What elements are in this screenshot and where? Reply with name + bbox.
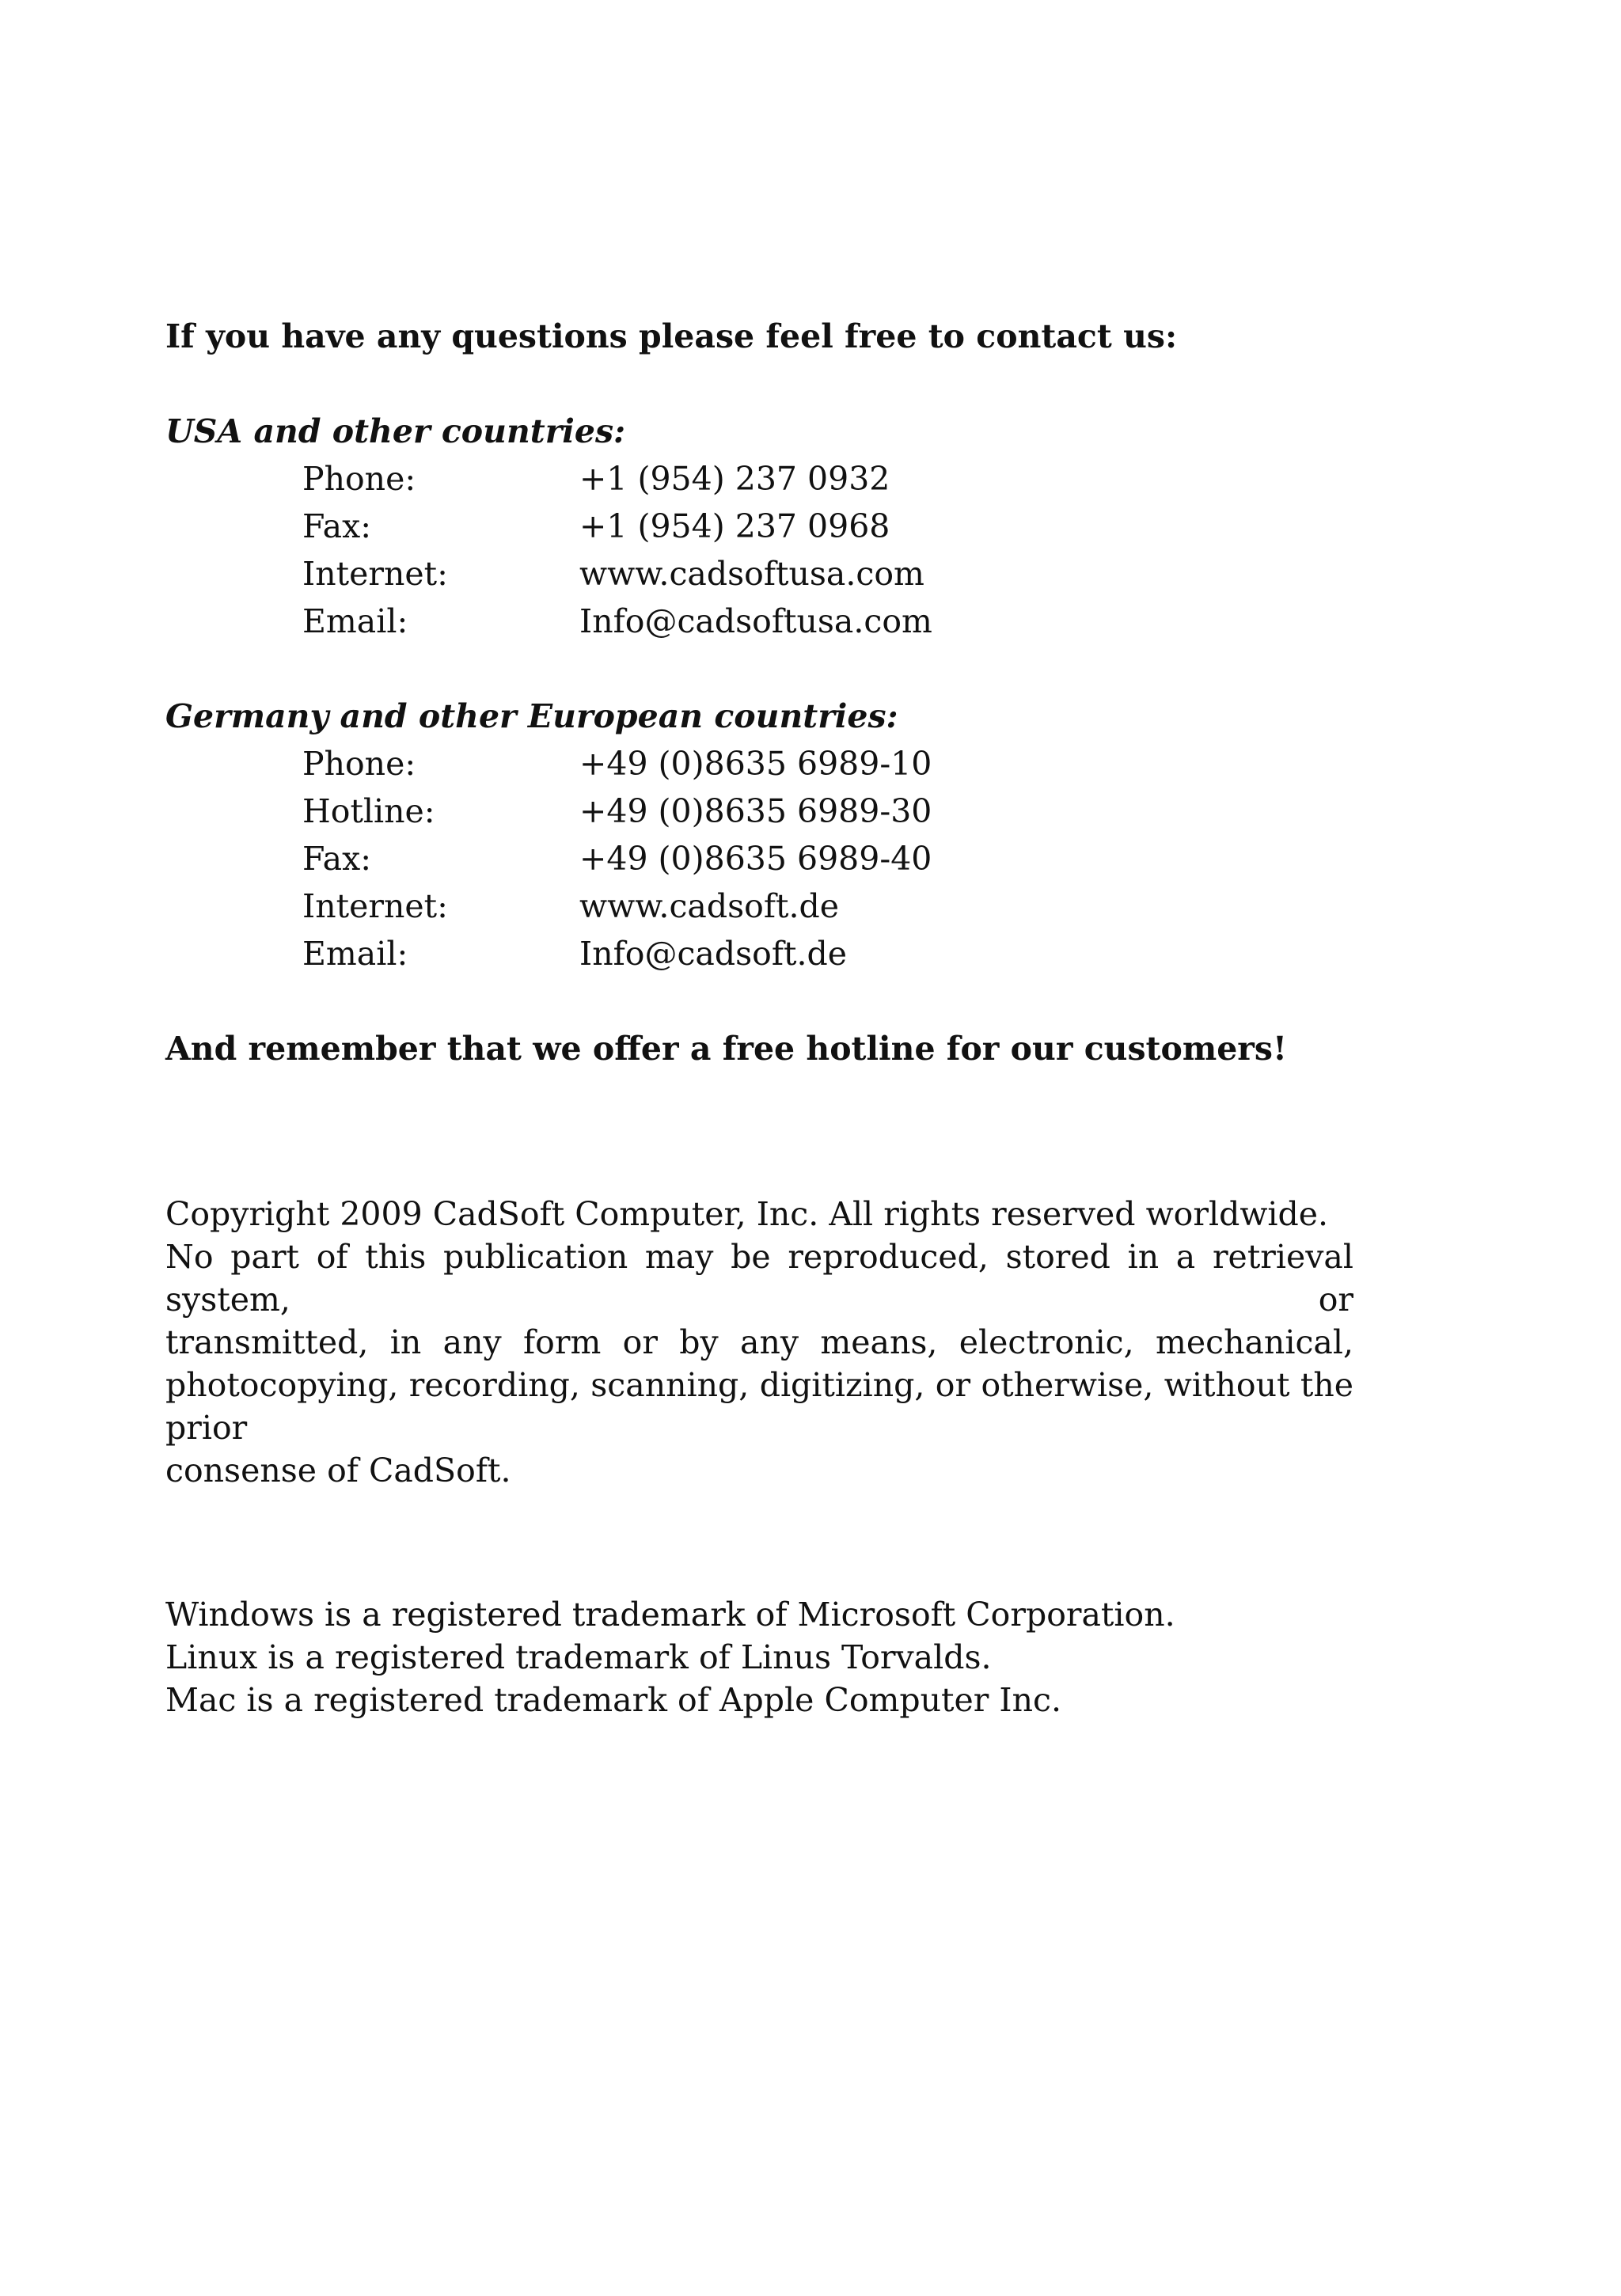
trademark-line: Mac is a registered trademark of Apple Computer Inc. [165, 1681, 1062, 1719]
copyright-line: Copyright 2009 CadSoft Computer, Inc. All rights reserved worldwide. [165, 1195, 1329, 1233]
contact-row-usa-phone [302, 455, 1353, 503]
contact-row-europe-fax [302, 835, 1353, 882]
copyright-line: consense of CadSoft. [165, 1452, 511, 1490]
contact-value-phone: +1 (954) 237 0932 [579, 460, 890, 498]
contact-value-website: www.cadsoft.de [579, 887, 840, 925]
contact-row-usa-email [302, 598, 1353, 645]
copyright-line: photocopying, recording, scanning, digitizing, or otherwise, without the prior [165, 1366, 1353, 1447]
contact-label: Email: [302, 602, 408, 640]
trademark-line: Linux is a registered trademark of Linus Torvalds. [165, 1638, 992, 1676]
contact-label: Phone: [302, 460, 416, 498]
contact-value-email: Info@cadsoftusa.com [579, 602, 932, 640]
contact-value-email: Info@cadsoft.de [579, 935, 848, 973]
contact-intro-heading: If you have any questions please feel free to contact us: [165, 317, 1178, 355]
contact-value-fax: +1 (954) 237 0968 [579, 507, 890, 545]
region-usa-title: USA and other countries: [165, 412, 626, 450]
copyright-line: No part of this publication may be reproduced, stored in a retrieval system, or [165, 1238, 1353, 1319]
hotline-reminder: And remember that we offer a free hotline for our customers! [165, 1030, 1287, 1068]
contact-row-europe-phone [302, 740, 1353, 787]
copyright-notice [165, 1193, 1353, 1492]
contact-label: Hotline: [302, 792, 435, 830]
copyright-line: transmitted, in any form or by any means, electronic, mechanical, [165, 1323, 1353, 1361]
region-usa [165, 408, 1353, 645]
contact-row-usa-internet [302, 550, 1353, 598]
region-europe-contact-table [302, 740, 1353, 977]
contact-value-fax: +49 (0)8635 6989-40 [579, 840, 932, 878]
contact-row-europe-internet [302, 882, 1353, 930]
contact-value-phone: +49 (0)8635 6989-10 [579, 745, 932, 783]
contact-row-europe-email [302, 930, 1353, 977]
contact-label: Internet: [302, 555, 448, 593]
document-page [165, 313, 1353, 1721]
contact-label: Fax: [302, 507, 372, 545]
contact-row-usa-fax [302, 503, 1353, 550]
contact-label: Fax: [302, 840, 372, 878]
trademark-line: Windows is a registered trademark of Microsoft Corporation. [165, 1596, 1175, 1634]
contact-value-website: www.cadsoftusa.com [579, 555, 924, 593]
contact-label: Phone: [302, 745, 416, 783]
contact-value-hotline: +49 (0)8635 6989-30 [579, 792, 932, 830]
contact-label: Email: [302, 935, 408, 973]
region-europe-title: Germany and other European countries: [165, 697, 898, 735]
trademark-notices [165, 1593, 1353, 1721]
region-europe [165, 693, 1353, 977]
contact-row-europe-hotline [302, 787, 1353, 835]
contact-label: Internet: [302, 887, 448, 925]
region-usa-contact-table [302, 455, 1353, 645]
